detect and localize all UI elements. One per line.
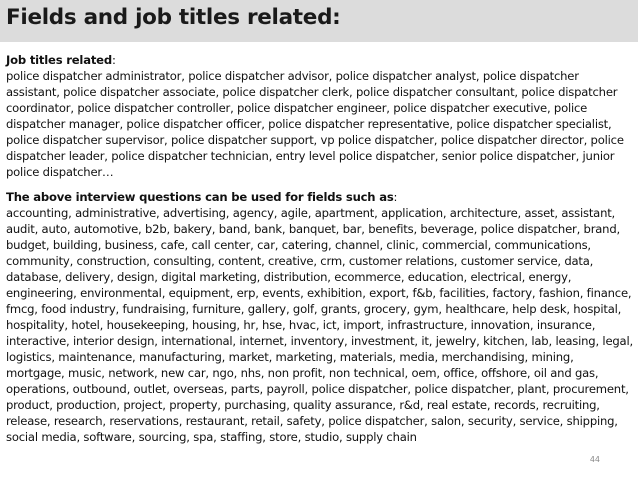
slide-header <box>0 0 638 42</box>
job-titles-list: police dispatcher administrator, police dispatcher advisor, police dispatcher analyst, police dispatcher assistant, police dispatcher associate, police dispatcher clerk, police dispatcher consultant, police dispatcher coordinator, police dispatcher controller, police dispatcher engineer, police dispatcher executive, police dispatcher manager, police dispatcher officer, police dispatcher representative, police dispatcher specialist, police dispatcher supervisor, police dispatcher support, vp police dispatcher, police dispatcher director, police dispatcher leader, police dispatcher technician, entry level police dispatcher, senior police dispatcher, junior police dispatcher… <box>6 69 624 179</box>
fields-list: accounting, administrative, advertising, agency, agile, apartment, application, architecture, asset, assistant, audit, auto, automotive, b2b, bakery, band, bank, banquet, bar, benefits, beverage, police dispatcher, brand, budget, building, business, cafe, call center, car, catering, channel, clinic, commercial, communications, community, construction, consulting, content, creative, crm, customer relations, customer service, data, database, delivery, design, digital marketing, distribution, ecommerce, education, electrical, energy, engineering, environmental, equipment, erp, events, exhibition, export, f&b, facilities, factory, fashion, finance, fmcg, food industry, fundraising, furniture, gallery, golf, grants, grocery, gym, healthcare, help desk, hospital, hospitality, hotel, housekeeping, housing, hr, hse, hvac, ict, import, infrastructure, innovation, insurance, interactive, interior design, international, internet, inventory, investment, it, jewelry, kitchen, lab, leasing, legal, logistics, maintenance, manufacturing, market, marketing, materials, media, merchandising, mining, mortgage, music, network, new car, ngo, nhs, non profit, non technical, oem, office, offshore, oil and gas, operations, outbound, outlet, overseas, parts, payroll, police dispatcher, police dispatcher, plant, procurement, product, production, project, property, purchasing, quality assurance, r&d, real estate, records, recruiting, release, research, reservations, restaurant, retail, safety, police dispatcher, salon, security, service, shipping, social media, software, sourcing, spa, staffing, store, studio, supply chain <box>6 206 633 444</box>
section-spacer <box>6 180 634 189</box>
fields-heading-colon: : <box>393 190 398 204</box>
job-titles-heading-text: Job titles related <box>6 53 112 67</box>
page-number: 44 <box>589 455 600 464</box>
fields-heading-text: The above interview questions can be used for fields such as <box>6 190 394 204</box>
slide-title: Fields and job titles related: <box>6 5 341 30</box>
fields-heading <box>6 189 634 205</box>
job-titles-heading <box>6 52 634 68</box>
job-titles-heading-colon: : <box>111 53 116 67</box>
slide-content <box>6 52 634 445</box>
